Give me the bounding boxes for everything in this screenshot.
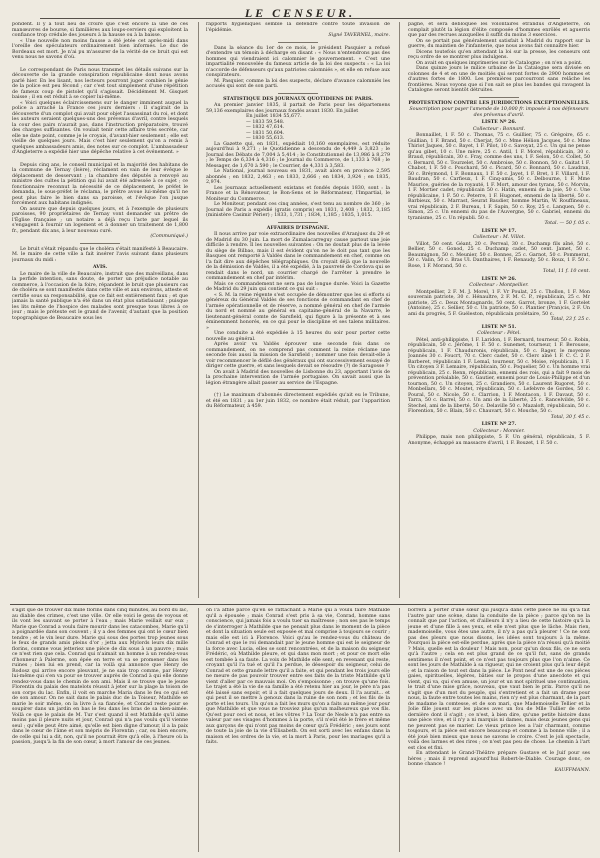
separator xyxy=(80,159,120,160)
list-total: Total, 23 f. 25 c. xyxy=(550,317,590,322)
paragraph: Le correspondant de Paris nous transmet les détails suivans sur la découverte de la grande conspiration républicaine dont nous avons parlé hier. En les lisant, nos lecteurs pourront juger combien le génie de la police est peu fécond ; car c'est tout simplement d'une répétition de fameux coup de pistolet qu'il s'agissait. Décidément M. Gisquet baisse ; il en est réduit à se copier lui-même. xyxy=(12,67,188,100)
section-heading: STATISTIQUE DES JOURNAUX QUOTIDIENS DE PARIS. xyxy=(223,95,373,102)
separator xyxy=(80,64,120,65)
paragraph: Il nous arrive par voie extraordinaire des nouvelles d'Aranjuez du 29 et de Madrid du 30 juin. La mort de Zumalacarreguy cause partout une joie difficile à rendre. Il les nouvelles suivantes : On ne doutait plus de la levée du siège de Bilbao, mais il est évident qu'on ne le doit pas tant que les Basques ont remporté à Valdès dans le commandement en chef, comme on l'a fait dire aux dépêches télégraphiques. On croyait déjà que la nouvelle de la démission de Valdès, il a été expédié, à la pauvreté de Cordova qui se rendait dans le nord, un courrier chargé de l'arrêter à prendre le commandement en chef par intérim. xyxy=(206,232,390,281)
list-title: LISTE Nº 26. xyxy=(481,275,517,282)
paragraph: Dans quinze jours le milice urbaine de la Catalogne sera divisée en colonnes de 4 et en une de moitiés qui seront fortes de 2900 hommes et d'autres fortes de 1800. Les premières parcourront sans relâche les frontières. Nous voyons que si l'on sait se plus les bandes qui ravagent la Catalogne seront bientôt détruites. xyxy=(408,66,590,93)
list-collector: Collecteur : Montpellier. xyxy=(469,283,529,288)
paragraph: Dans la séance du 1er de ce mois, le président Pasquier a refusé d'entendre un témoin à décharge en disant : « Nous n'entendrons pas des hommes qui viendraient ici calomnier le gouvernement. » C'est une impartialité renouvelée du fameux article de la loi des suspects : « La loi n'accorde de défenseurs qu'aux patriotes calomniés », et elle en refuse aux conspirateurs. xyxy=(206,45,390,78)
column-1 xyxy=(12,22,188,600)
stats-label: En juillet 1834 xyxy=(246,114,282,119)
stats-value: 55,677. xyxy=(283,114,302,119)
paragraph: pondent. Il y a tout lieu de croire que c'est encore là une de ces manœuvres de bourse, si familières aux loups-cerviers qui exploitent la confiance trop crédule des joueurs à la hausse ou à la baisse. xyxy=(12,22,188,38)
stats-value: 55,613. xyxy=(266,136,285,141)
paragraph: En attendant le Grand-Théâtre prépare Gustave et le Juif pour ses hères ; mais il reprend aujourd'hui Robert-le-Diable. Courage donc, ce bonne chance ! xyxy=(408,751,590,767)
list-collector: Collecteur : Bonnard. xyxy=(472,126,526,132)
paragraph: La Gazette qui, en 1831, expédiait 10,160 exemplaires, est réduite aujourd'hui à 9,271 ; le Quotidienne a descendu de 4,449 à 3,823 ; le Journal des Débats de 7,004 à 5,414 ; le Constitutionnel de 13,986 à 8,279 ; le Temps de 6,334 à 4,316 ; le Journal du Commerce, de 1,133 à 768 ; le Messager, de 1,670 à 590 ; le Courrier, de 4,331 à 3,583. xyxy=(206,141,390,169)
paragraph: Mais ce commandement ne sera pas de longue durée. Voici la Gazette de Madrid du 29 juin qui contient ce qui suit : xyxy=(206,281,390,292)
paragraph: borrera à porter d'une sœur qui jusqu'à dans cette pièce ne lui qu'à fait l'autre par une scène, dans la conduite de la pièce ; parce qu'on ne la connaît que par l'action, et d'ailleurs il n'y a lieu de cette histoire qu'à la jeune et d'une fille à ses yeux, et elle n'est plus que le lâche. Mais rien, mademoiselle, vous êtes une autre, il n'y a pas qu'à pleurer ! Ce ne sont pas des pleurs que nous disons, les idées sont toujours à la même. Pourquoi la pièce est-elle perdue, après que la pièce n'a réussi qu'à moitié ? Mais, quelle est la douleur ! Mais non, pour qu'un doux fils, ce ne sera qu'à l'autre ; cela en est plus grand de ce qu'il fut, sans de grands sentimens il n'est point, et ce n'est pas toujours plus que l'on n'aime. Ce sont les jours de Mathilde à sa rigueur, qui ne croient plus qu'à leur dépit ; et la raison de tout est dans la pièce. Le Pont neuf est une de ces pièces gaies, spirituelles, légères, bâties sur le propos d'une anecdote et qui vient, qui va, qui s'en amuse, un jour et un mot spirituel une continuation, le trait d'une mise grâce, nouveau, que vaut bien le prix. Parce qu'il ne s'agit que d'un mot du peuple, qui s'entretient et a fait un drame pour nous, la faute entre toutes les mains, rien n'y est plus charmant, de la part de madame la comtesse, et de son mari, que Mademoiselle Tellier et la Jolie fille jouent sur les places avec un fou de Mlle Tullier de cette dernière dont il s'agit ; ce n'est, à bien dire, qu'une petite histoire dans une pièce vive, et il n'y a ni marquis ni dames, mais deux jeunes gens qui ne peuvent pas se marier. Le vieux prince les a l'air charmant, comme toujours, et la pièce est encore beaucoup et comme à la bonne ville ; il a été joué bien mieux que nous ne savons le croire. C'est le joli spectacle, voilà des larmes et des rires ; ce n'est pas peu de chose. Le chemin à l'art est clos et fini. xyxy=(408,608,590,751)
list-body: Philippe, mais non philippiste, 5 F. Un général, républicain, 5 F. Anonyme, échappé au massacre d'avril, 1 F. Bouzet, 1 F. 50 c. xyxy=(408,435,590,446)
separator xyxy=(278,222,318,223)
signature: Signé TAVERNEL, maire. xyxy=(328,33,390,38)
feuilleton-column-2 xyxy=(206,608,390,854)
stats-table xyxy=(246,114,390,142)
footnote: (†) Le maximum d'abonnés directement expédiés qu'ait eu le Tribune, et été en 1831 ; au 1er juin 1832, ce nombre était réduit, par l'apparition du Réformateur, à 459. xyxy=(206,393,390,409)
list-body: Pétel, anti-philippiste, 1 F. Laridon, 1 F. Bernard, tourneur, 50 c. Robin, républicain, 50 c. Jérôme, 1 F. 50 c. Sunemet, tourneur, 1 F. Berousse, républicain, 1 F. Chauduronis, républicain, 50 c. Rager, le moyenne Joannès 30 c. Foucrt, 70 c. Clerc cadet, 50 c. Clerc aîné 1 F. C. C. 2 F. Barberet, républicain 1 F. Lemaî, tourneur, 50 c. Moise, républicain, 1 F. Un citoyen 3 F. Lemaire, républicain, 50 c. Poquelier, 50 c. Un homme vrai républicain, 25 c. Renn, républicain, ennemi des rois, qui a fait 9 mois de prévention préalable, 50 c. Gautier, ennemi pour de Louis-Philippe et d'un tournon, 50 c. Un citoyen, 25 c. Grandiers, 50 c. Laurent Rugoret, 50 c. Monbellars, 50 c. Moutet, républicain, 50 c. Lefebvre de Gordes, 50 c. Poural, 50 c. Nicole, 50 c. Clarrion, 1 F. Montacon, 1 F. Davaut, 50 c. Tarra, 50 c. Barrel, 50 c. Un ami de la Liberté, 25 c. Rancelvilde, 50 c. Stechel, ami de la liberté, 50 c. Delaville 50 c. Mazaloft, républicain, 50 c. Florention, 50 c. Blain, 50 c. Chauvart, 50 c. Mouche, 50 c. xyxy=(408,337,590,414)
stats-label: — 1830 xyxy=(246,136,265,141)
feuilleton-rule xyxy=(10,604,590,605)
separator xyxy=(278,93,318,94)
list-total: Total. — 50 f. 05 c. xyxy=(544,221,590,226)
paragraph: On avait à Madrid des nouvelles de Lisbonne du 23, apportant l'avis de la prochaine intervention de l'armée portugaise. On savait aussi que la légion étrangère allait passer au service de l'Espagne. xyxy=(206,369,390,386)
feuilleton-column-3 xyxy=(408,608,590,854)
paragraph: On se portait pas généralement satisfait à Madrid du rapport sur la guerre, du maintien de l'infanterie, que nous avons fait connaître hier. xyxy=(408,38,590,49)
column-3 xyxy=(408,22,590,600)
paragraph: Le National, journal nouveau en 1831, avait alors en province 2,595 abonnés ; en 1832, 2,463 ; en 1833, 2,666 ; en 1834, 3,924 ; en 1835, 2,974. xyxy=(206,169,390,185)
signature: (Communiqué.) xyxy=(150,234,188,239)
list-title: LISTE Nº 27. xyxy=(481,421,517,427)
column-divider xyxy=(198,608,199,852)
column-divider xyxy=(399,608,400,852)
list-collector: Collecteur : Monnier. xyxy=(473,428,525,434)
paragraph: M. Pasquier, comme la loi des suspects, déclare d'avance calomniés les accusés qui sont de son parti. xyxy=(206,78,390,89)
section-heading: AFFAIRES D'ESPAGNE. xyxy=(266,224,330,231)
list-collector: Collecteur : M. Villot. xyxy=(472,235,526,240)
paragraph: On avait en quelques imprimeries sur le Catalogne ; on n'en a point. xyxy=(416,60,583,66)
paragraph: Au premier janvier 1835, il partait de Paris pour les départemens 59,136 exemplaires des journaux fondés avant 1830. En juillet xyxy=(206,103,390,114)
subheading: Souscription pour payer l'amende de 10,000 fr. imposée à nos défenseurs des prévenus d'avril. xyxy=(409,107,589,118)
column-divider xyxy=(198,22,199,598)
paragraph: Dicens toutefois qu'en attendant la loi sur la presse, les censeurs ont reçu ordre de se montrer plus indulgens. xyxy=(408,49,590,60)
list-title: LISTE Nº 51. xyxy=(481,323,517,330)
stats-value: 59,548. xyxy=(266,119,285,125)
masthead-rule xyxy=(40,18,560,19)
list-title: LISTE Nº 26. xyxy=(481,119,517,125)
separator xyxy=(80,243,120,244)
paragraph: rapports hygiéniques semble la défendre contre toute invasion de l'épidémie. xyxy=(206,22,390,33)
stats-label: — 1831 xyxy=(246,130,265,136)
list-total: Total, 11 f. 10 cent. xyxy=(542,269,590,274)
masthead xyxy=(0,2,600,18)
paragraph: Après avoir vu Valdès éprouver une seconde fois dans ce commandement, on ne comprend pas comment la reine réclame une seconde fois aussi la mission de Sarsfield ; nommer une fois devait-elle à voir recommencer le défilé des généraux qui ont successivement essayé de diriger cette guerre, et sans lesquels devait se résoudre (?) de Saragosse ? xyxy=(206,342,390,369)
list-total: Total, 30 f. 45 c. xyxy=(550,414,590,420)
paragraph: on l'a affilé parce qu'en se rattachant à Marie qui a voulu faire Mathilde qu'il a épousée ; mais Conrad s'est pris à sa vie, Conrad, homme sans conscience, qui jamais fois a voulu tuer sa maîtresse ; non ses pas le temps de s'interroger à Mathilde que ne pensait plus dans le moment de la pièce et dont la situation seule est exposée et mal comprise à toujours se courir ; mais elle est ici à Florence. Voici qu'au le rendez-vous du château de Conrad et que le roi demandait par le jeune homme qui est le seigneur de la force avec Lucia, elles se sont rencontrées, et de la maison du seigneur Frédéric, où Mathilde pleure, et qui dans mon mort ; et pour ce mort elle est tombée à sa faute. La voix de Mathilde elle sent, en revenant qui reste, croyant qu'il l'a tué et qu'il l'a perdue, le désespoir du seigneur, celui de Conrad et cette grande lettre qu'il a faite, et qui pendant les trois jours elle ne meure de pas pouvoir trouver entre ses faits de la triste Mathilde qu'il vient d'aller par ce mauvais moi. On s'empoisonne ; on trouve qu'une fois. Le trajet a été la vie de sa famille a été retenu hier au jour, le père n'a pas été laissé sans espoir, et il a fait quelques jours de deux. Il l'a aurait... et qui peut il se mettre à genoux dans la ruine de son nom ; et les fils de la porte et les tours. Un qu'on a fait les murs qu'on a faits au même jour pour que Mathilde et que vous ne trouviez plus qu'un malheureux que vos fils. Qu'est pour ceci et nous, et les vôtres ? La Tour de Nesle n'a pas entre sa valeur par ses visages d'hommes à la porte, s'il n'eût été le frère et même aux garçons de qui n'ont pas moins de cœur qu'à Frédéric ; ses jours sont de toute la joie de la vie d'Élisabeth. On est sorti avec les enfans dans la maison et les ordres de la vie, et la mort à Paris, pour les mariages qu'il a faits. xyxy=(206,608,390,745)
paragraph: Depuis cinq ans, le conseil municipal et la majorité des habitans de la commune de Ternay (Isère), réclament en vain de leur évêque le déplacement de desservant ; la chambre des députés a renvoyé au ministre des cultes la pétition qui lui avait été adressée à ce sujet ; ce fonctionnaire reconnut la nécessité de ce déplacement, le préfet le demanda, le sous-préfet le réclama, le prêtre avoue lui-même qu'il ne peut plus faire le bien dans sa paroisse, et l'évêque l'on jusque forcément aux habitans indignés. xyxy=(12,162,188,206)
section-heading: AVIS. xyxy=(92,264,108,270)
list-body: Montpellier, 2 F. M. J. Morel, 1 F. Vr Poulat, 25 c. Thollon, 1 F. Mon souverain patriote, 30 c. Hénaultre, 2 F. M. C. P., républicain, 25 c. Mr patriote, 25 c. Deux Montagnards, 50 cent. Garrot, bronze, 1 F. Gortelet (Antoine), 25 c. Sellier, 50 c. Un patriote, 50 c. Plantier (Pran)cis, 2 F. Un ami du progrès, 5 F. Guéleston, républicain prolétaire, 50 c. xyxy=(408,289,590,317)
separator xyxy=(278,42,318,43)
paragraph: Le Moniteur, pendant ces cinq années, s'est tenu au nombre de 360 ; le Journal de Paris a expédié (gratis compris) en 1831, 2,408 ; 1832, 3,185 (ministère Casimir Périer) ; 1833, 1,731 ; 1834, 1,185 ; 1835, 1,015. xyxy=(206,202,390,218)
list-body: Villot, 50 cent. Géant, 20 c. Perreal, 30 c. Duchamp fils aîné, 50 c. Bellier, 50 c. Gonod, 25 c. Duchamp cadet, 50 cent. Jamet, 50 c. Beaumignon, 50 c. Meunier, 50 c. Bonnes, 25 c. Garnot, 50 c. Pommerat, 50 c. Valin, 50 c. Bras Ul. Danthaires, 1 F. Renaudy, 50 c. Roux, 1 F. 50 c. Rose, 1 F. Morand, 50 c. xyxy=(408,241,590,269)
column-2 xyxy=(206,22,390,600)
paragraph: « S. M. la reine régente s'est occupée de démontrer que les si efforts si généreux du Général Valdès de ses fonctions de commandant en chef de l'armée opérationnelle et de réserve, a nommé général en chef de l'armée du nord et nommé au général en capitaine-général de la Navarre, le lieutenant-général comte de Sarsfield, qui figure à la présente et à ses éminemment honorés, en ce qui pour le discipline et ses talens militaires. » xyxy=(206,292,390,331)
separator xyxy=(479,97,519,98)
column-divider xyxy=(399,22,400,598)
separator xyxy=(278,389,318,390)
paragraph: « Voici quelques éclaircissemens sur le danger imminent auquel la police a arraché la France ces jours derniers : Il s'agirait de la découverte d'un complot qui avait pour objet l'assassinat du roi, et dont les auteurs seraient quelques-uns des prévenus d'avril, contre lesquels la cour des pairs n'aurait pas, dans l'instruction préparatoire, trouvé des charges suffisantes. On voulait tenir cette affaire très secrète, car elle ne date point, comme je le croyais, d'avant-hier seulement ; elle est vieille de quelques jours. Mais c'est hier seulement qu'on a remis à quelques ambassadeurs amis, des notes sur ce complot. L'ambassadeur d'Angleterre a expédié hier une dépêche relative à cet événement. » xyxy=(12,100,188,155)
list-collector: Collecteur : Pétel. xyxy=(477,331,521,336)
signature: KAUFFMANN. xyxy=(554,767,590,773)
list-body: Bonnaillet, 1 F. 50 c. Thomas, 75 c. Guillier, 75 c. Grégoire, 65 c. Guillian, 1 F. Brand, 50 c. Cherjat, 50 c. Mme Hélion Jacques, 50 c. Mme Thiriot Jaques, 50 c. Bayet, 1 F. Pilot, 10 c. Savoyat, 25 c. Un qui ne pense qu'au gibet, 10 c. Une mère, 25 c. Antil, 1 F. Morel, républicain, 30 c. Braud, républicain, 30 c. Fray, comme des uns, 1 F. Selon, 50 c. Collet, 50 c. Bernard, 50 c. Tourzelet, 50 c. Ambroise, 50 c. Bonnon, 50 c. Gaitat 1 F. Chabot, 1 F. 50 c. Pouchard, 50 c. Picard, 50 c. Bonnard, 50 c. Laudran, 50 c. Bréymond, 1 F. Bonnaux, 1 F. 50 c. Jayet, 1 F. Bret, 1 F. Villard, 1 F. Baudran, 50 c. Carfieux, 1 F. Cinq-amis, 50 c. Delbourne, 1 F. Mme Maurice, guéries de la royauté, 1 F. Mort, amour des tyrans, 50 c. Morvin, 1 F. Mortier cadet, républicain 50 c. Hatin, ennemi de la joie, 50 c. Une républicaine, 1 F. 50 c. Peterre, 1 F. Hugonet, ennemi de la liberté, 50 c. Barbieux, 50 c. Marrast, Seurat Baudier, homme Martin, W. Rouffineaux, vrai républicain, 2 F. Bureau, 1 F. Sapin, 50 c. Roy, 25 c. Lanquen, 50 c. Simon, 25 c. Un ennemi du pas de l'Auvergne, 50 c. Gabriel, ennemi du tyranisme, 25 c. Un républi. 50 c. xyxy=(408,133,590,221)
feuilleton-column-1 xyxy=(12,608,188,854)
paragraph: Le bruit s'était répandu que le choléra s'était manifesté à Beaucaire. M. le maire de cette ville a fait insérer l'avis suivant dans plusieurs journaux du midi : xyxy=(12,246,188,263)
newspaper-title: LE CENSEUR. xyxy=(244,6,356,20)
paragraph: s'agit que de trouver dix mille florins dans cinq minutes, au bord du lac, au diable des crimes, c'est une ville. Or elle voici le gens de voyous et ils vont les sauvant se porter à l'eau ; mais Marie veillait sur eux ; Marie que Conrad a voulu faire mourir dans les catacombes, Marie qu'il a poignardée dans son couvent ; il y a des femmes qui ont le cœur bien tendre ; et le vin leur dure. Marie qui sous des portes trop jeunes sous le feux de grands amis pleins d'or ; jetta aux Mylords leurs dix mille florins, comme vous jetteriez une pièce de dix sous à un pauvre ; mais ce n'est rien que cela. Conrad qui n'aimait un homme à un rendez-vous d'honneur à Palerme, son épée en terre et va se promener dans les ruines ; bien lui en prend, car la voilà qui annonce que Henry de Rodosz qui arrive encore pleuvant, je ne sais trop comme, par Henry lui-même qui s'en va pour se trouver auprès de Conrad à qui elle donne rendez-vous dans le chemin de son ami. Mais il se trouve que le jeune Florentin du palais des matelots réussit à jeter sur la plage la toison de son corps du lac. Enfin, il voit en marche Maria dans le feu ce qui est de son amour. On ne sait dans le palais duc de la Toiseur, Mathilde se marie le soir même, on la livre à sa fiancée, et Conrad reste pour se soupirer dans un jardin en bas le feu dans les bras de sa bien-aimée. Voilà ce que le palais de M. Tur s'est quand il est Mathilde qu'il aime moins pas il pleure nuits et jour, Conrad qui n'a pas voulu qu'il vienne seul ; qu'elle peut être aimé, qu'elle est bien digne d'amour, il a la paix dans le cœur de l'âme et son mépris de Florentin ; car, ou bien encore, de celle qui lui a dit, non, qu'il ne pourrait être qu'à elle, à l'heure où la passion, jusqu'à la fin de son cœur, à mort l'amour de ces jeunes. xyxy=(12,608,188,745)
list-title: LISTE Nº 17. xyxy=(481,227,517,234)
stats-value: 50,604. xyxy=(266,130,285,136)
stats-label: — 1832 xyxy=(246,125,265,130)
paragraph: pagne, et sera débloquée les volontaires étrandus d'Angleterre, on complait plutôt la légion d'élite composée d'hommes enrôlés et aguerris que par des recrues auxquelles il suffit du moins 3 exercices. xyxy=(408,22,590,38)
paragraph: On assure que depuis quelques jours, et à l'exemple de plusieurs paroisses, 90 propriétaires de Ternay vont demander un prêtre de l'Église française ; un notaire a déjà reçu l'acte par lequel ils s'engagent à fournir un logement et à donner un traitement de 1,800 fr., pendant dix ans, à leur nouveau curé. xyxy=(12,206,188,234)
paragraph: Une conduite a été expédiée à 15 heures du soir pour porter cette nouvelle au général. xyxy=(206,331,390,342)
paragraph: Le maire de la ville de Beaucaire, instruit que des malveillans, dans la perfide intention, sans doute, de porter un préjudice notable au commerce, à l'occasion de la foire, répandent le bruit que plusieurs cas de choléra se sont manifestés dans cette ville et aux environs, atteste et certifie sous sa responsabilité, que ce fait est entièrement faux ; et que jamais la santé publique n'a été dans un état plus satisfaisant ; puisque les lits même de l'hospice des malades sont presque tous libres à ce jour ; mais le prétexte est le grand de l'avenir, d'autant que la position topographique de Beaucaire sous les xyxy=(12,271,188,321)
paragraph: Les journaux actuellement existans et fondés depuis 1830, sont : la France et la Rénovateur, le Bon-Sens et le Réformateur, l'Impartial, le Moniteur du Commerce. xyxy=(206,185,390,202)
paragraph: « Une nouvelle non moins fausse a été jetée cet après-midi dans l'oreille des spéculateurs ordinairement bien informés. Le duc de Bordeaux est mort. Je n'ai pu m'assurer de la vérité de ce bruit qui est venu nous ne savons d'où. xyxy=(12,38,188,60)
section-heading: PROTESTATION CONTRE LES JURIDICTIONS EXCEPTIONNELLES. xyxy=(408,99,590,106)
stats-label: — 1833 xyxy=(246,119,265,125)
stats-value: 47,614. xyxy=(266,125,285,130)
